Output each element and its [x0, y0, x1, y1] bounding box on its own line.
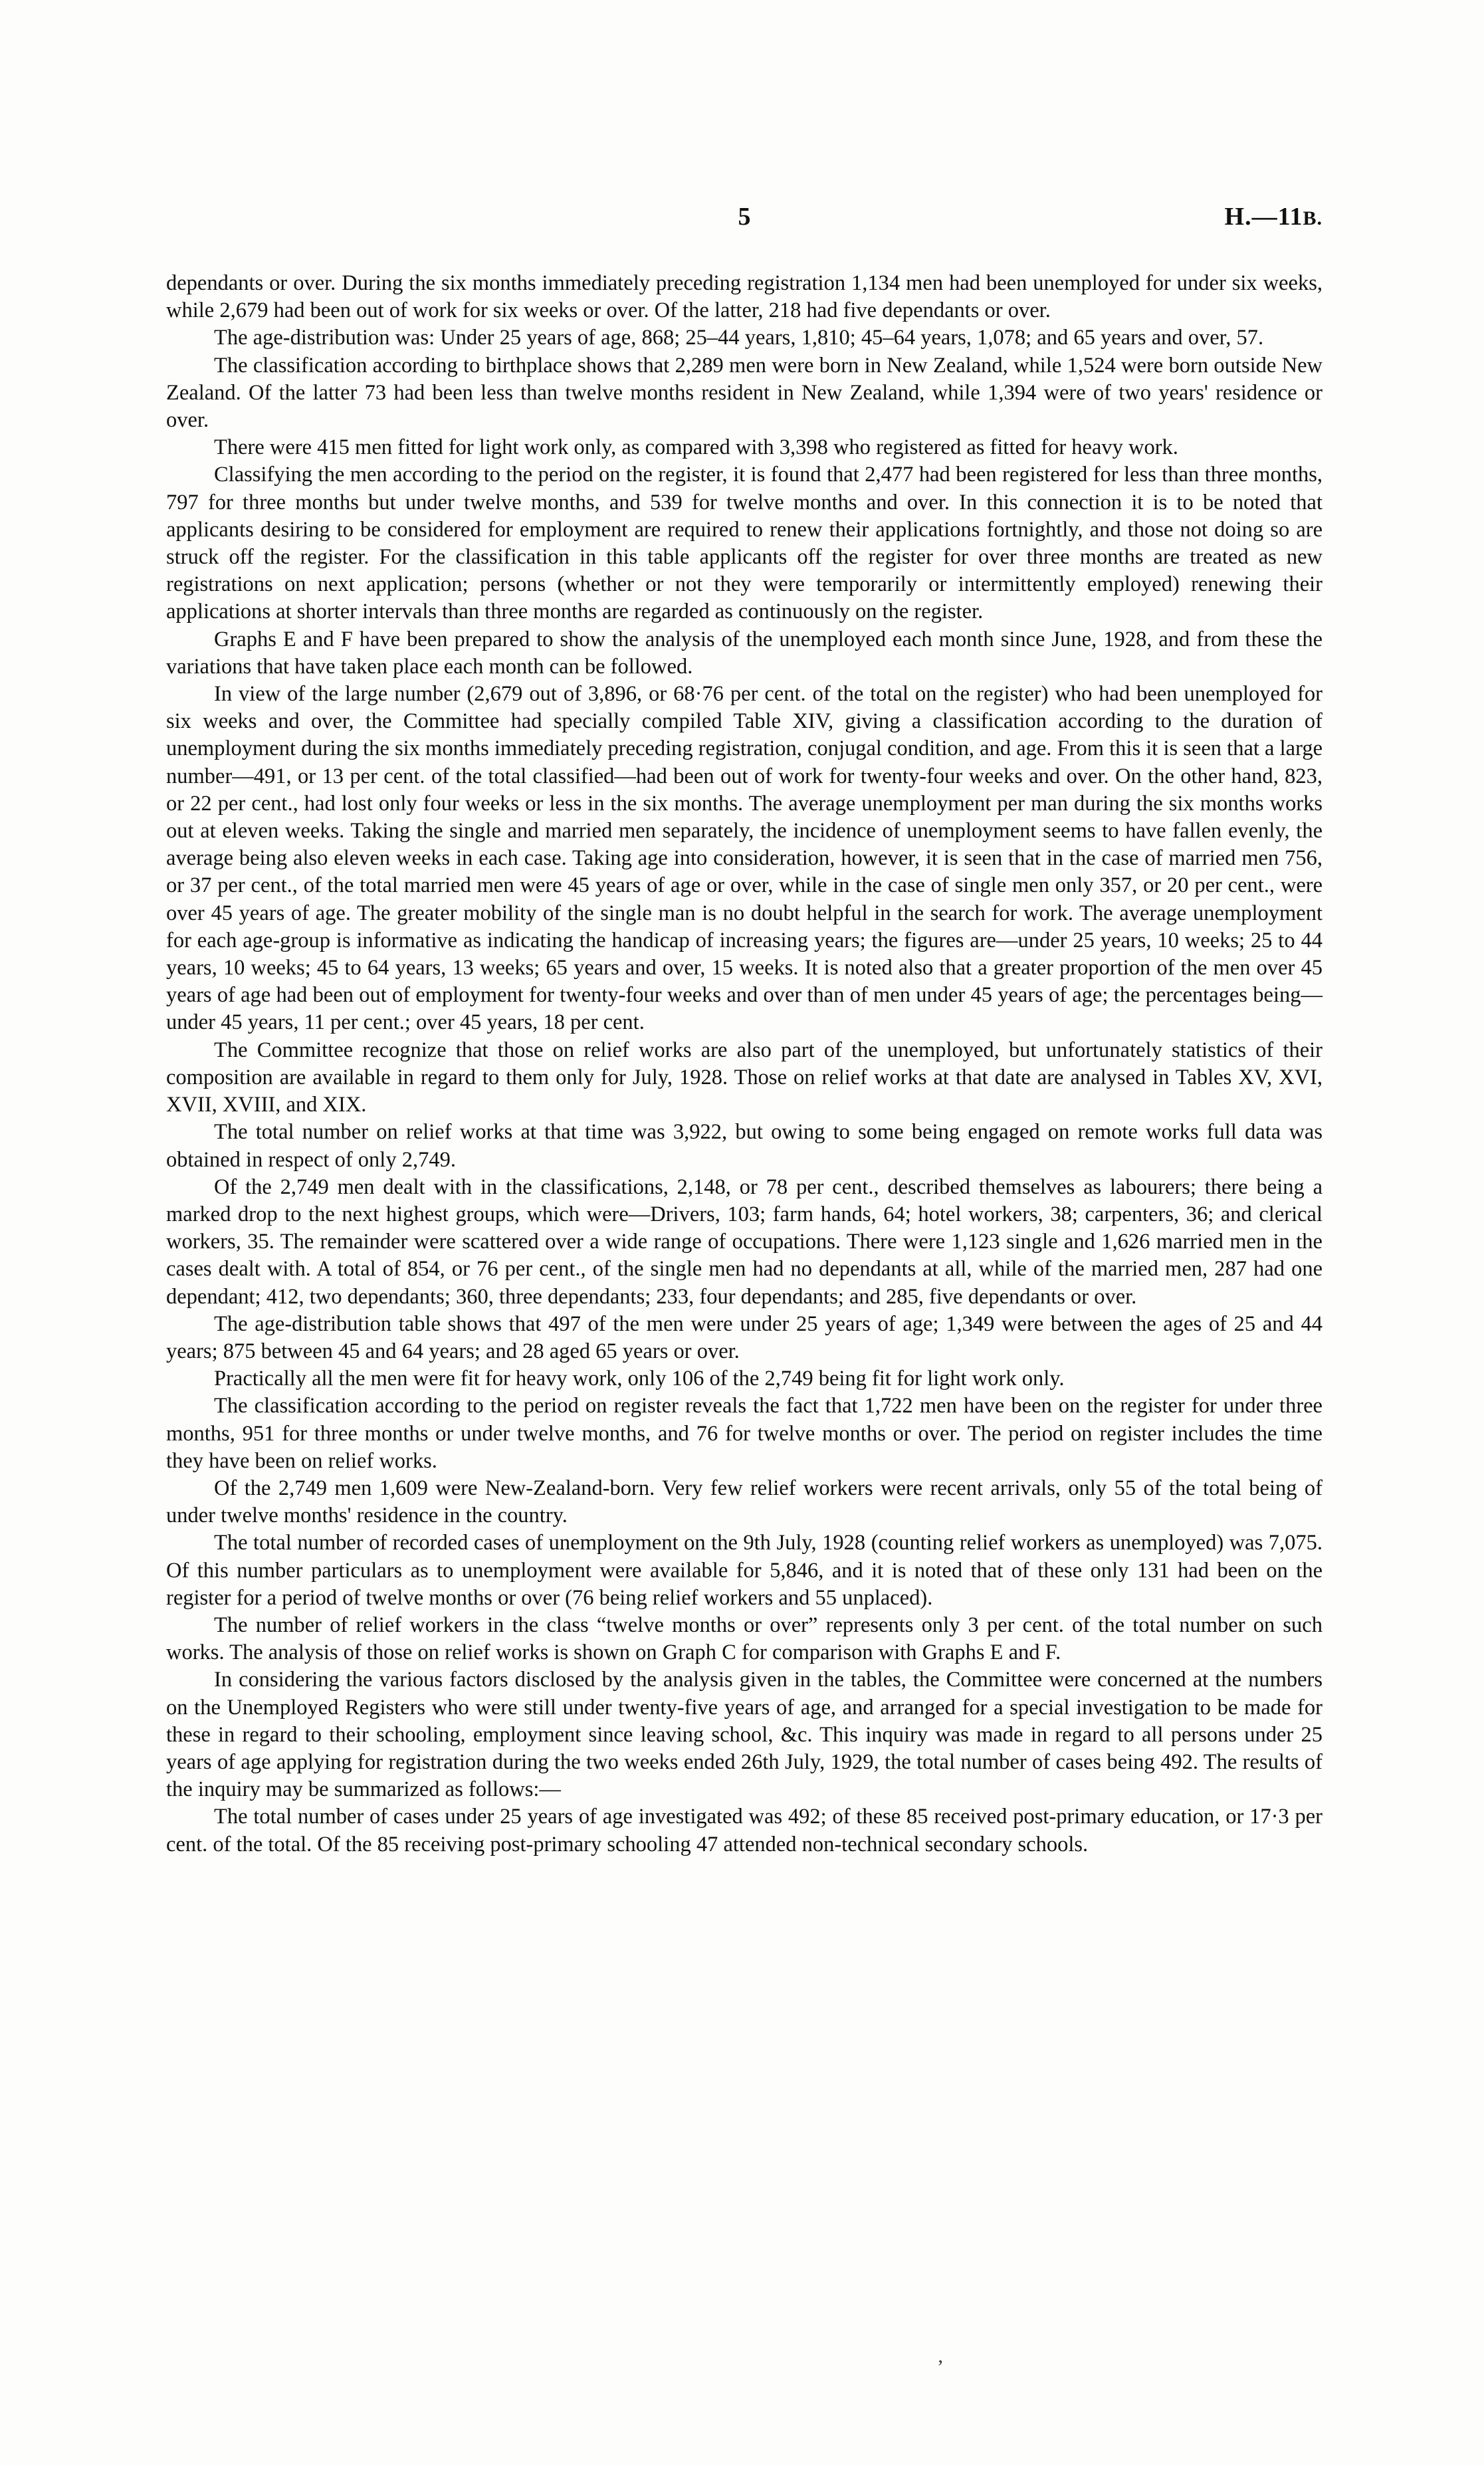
stray-ink-mark: ʼ [937, 2356, 944, 2378]
paragraph-relief-age-distribution: The age-distribution table shows that 497 of the men were under 25 years of age; 1,349 were between the ages of 25 and 44 years; 875 between 45 and 64 years; and 28 aged 65 years or over. [166, 1311, 1323, 1363]
paragraph-post-primary-education: The total number of cases under 25 years of age investigated was 492; of these 85 received post-primary education, or 17·3 per cent. of the total. Of the 85 receiving post-primary schooling 47 attended non-technical secondary schools. [166, 1805, 1323, 1856]
paragraph-twelve-months-class: The number of relief workers in the class “twelve months or over” represents only 3 per cent. of the total number on such works. The analysis of those on relief works is shown on Graph C for comparison with Graphs E and F. [166, 1613, 1323, 1665]
body-text [166, 270, 1323, 1858]
paragraph-relief-works-intro: The Committee recognize that those on relief works are also part of the unemployed, but unfortunately statistics of their composition are available in regard to them only for July, 1928. Those on relief works at that date are analysed in Tables XV, XVI, XVII, XVIII, and XIX. [166, 1038, 1323, 1117]
paragraph-continued: dependants or over. During the six months immediately preceding registration 1,134 men had been unemployed for under six weeks, while 2,679 had been out of work for six weeks or over. Of the latter, 218 had five dependants or over. [166, 271, 1323, 323]
paragraph-period-on-register: Classifying the men according to the period on the register, it is found that 2,477 had been registered for less than three months, 797 for three months but under twelve months, and 539 for twelve months and over. In this connection it is to be noted that applicants desiring to be considered for employment are required to renew their applications fortnightly, and those not doing so are struck off the register. For the classification in this table applicants off the register for over three months are treated as new registrations on next application; persons (whether or not they were temporarily or intermittently employed) renewing their applications at shorter intervals than three months are regarded as continuously on the register. [166, 463, 1323, 624]
paragraph-fitness: There were 415 men fitted for light work only, as compared with 3,398 who registered as fitted for heavy work. [214, 435, 1178, 460]
document-reference-main: H.—11 [1224, 203, 1303, 231]
page-header [166, 202, 1323, 242]
paragraph-duration-of-unemployment: In view of the large number (2,679 out of 3,896, or 68·76 per cent. of the total on the register) who had been unemployed for six weeks and over, the Committee had specially compiled Table XIV, giving a classification according to the duration of unemployment during the six months immediately preceding registration, conjugal condition, and age. From this it is seen that a large number—491, or 13 per cent. of the total classified—had been out of work for twenty-four weeks and over. On the other hand, 823, or 22 per cent., had lost only four weeks or less in the six months. The average unemployment per man during the six months works out at eleven weeks. Taking the single and married men separately, the incidence of unemployment seems to have fallen evenly, the average being also eleven weeks in each case. Taking age into consideration, however, it is seen that in the case of married men 756, or 37 per cent., of the total married men were 45 years of age or over, while in the case of single men only 357, or 20 per cent., were over 45 years of age. The greater mobility of the single man is no doubt helpful in the search for work. The average unemployment for each age-group is informative as indicating the handicap of increasing years; the figures are—under 25 years, 10 weeks; 25 to 44 years, 10 weeks; 45 to 64 years, 13 weeks; 65 years and over, 15 weeks. It is noted also that a greater proportion of the men over 45 years of age had been out of employment for twenty-four weeks and over than of men under 45 years of age; the percentages being—under 45 years, 11 per cent.; over 45 years, 18 per cent. [166, 682, 1323, 1035]
paragraph-relief-birthplace: Of the 2,749 men 1,609 were New-Zealand-born. Very few relief workers were recent arrivals, only 55 of the total being of under twelve months' residence in the country. [166, 1476, 1323, 1528]
paragraph-graphs: Graphs E and F have been prepared to show the analysis of the unemployed each month since June, 1928, and from these the variations that have taken place each month can be followed. [166, 627, 1323, 679]
paragraph-occupations: Of the 2,749 men dealt with in the classifications, 2,148, or 78 per cent., described themselves as labourers; there being a marked drop to the next highest groups, which were—Drivers, 103; farm hands, 64; hotel workers, 38; carpenters, 36; and clerical workers, 35. The remainder were scattered over a wide range of occupations. There were 1,123 single and 1,626 married men in the cases dealt with. A total of 854, or 76 per cent., of the single men had no dependants at all, while of the married men, 287 had one dependant; 412, two dependants; 360, three dependants; 233, four dependants; and 285, five dependants or over. [166, 1175, 1323, 1309]
paragraph-recorded-cases: The total number of recorded cases of unemployment on the 9th July, 1928 (counting relief workers as unemployed) was 7,075. Of this number particulars as to unemployment were available for 5,846, and it is noted that of these only 131 had been on the register for a period of twelve months or over (76 being relief workers and 55 unplaced). [166, 1531, 1323, 1610]
paragraph-relief-fitness: Practically all the men were fit for heavy work, only 106 of the 2,749 being fit for light work only. [214, 1367, 1065, 1391]
paragraph-age-distribution: The age-distribution was: Under 25 years of age, 868; 25–44 years, 1,810; 45–64 years, 1,078; and 65 years and over, 57. [214, 326, 1264, 350]
document-reference [1225, 202, 1323, 231]
paragraph-relief-works-total: The total number on relief works at that time was 3,922, but owing to some being engaged on remote works full data was obtained in respect of only 2,749. [166, 1120, 1323, 1172]
document-reference-suffix: B. [1303, 207, 1323, 229]
paragraph-under-twenty-five-investigation: In considering the various factors disclosed by the analysis given in the tables, the Committee were concerned at the numbers on the Unemployed Registers who were still under twenty-five years of age, and arranged for a special investigation to be made for these in regard to their schooling, employment since leaving school, &c. This inquiry was made in regard to all persons under 25 years of age applying for registration during the two weeks ended 26th July, 1929, the total number of cases being 492. The results of the inquiry may be summarized as follows:— [166, 1668, 1323, 1802]
page-number: 5 [738, 203, 751, 231]
paragraph-relief-period-on-register: The classification according to the period on register reveals the fact that 1,722 men have been on the register for under three months, 951 for three months or under twelve months, and 76 for twelve months or over. The period on register includes the time they have been on relief works. [166, 1394, 1323, 1473]
paragraph-birthplace: The classification according to birthplace shows that 2,289 men were born in New Zealand, while 1,524 were born outside New Zealand. Of the latter 73 had been less than twelve months resident in New Zealand, while 1,394 were of two years' residence or over. [166, 353, 1323, 433]
